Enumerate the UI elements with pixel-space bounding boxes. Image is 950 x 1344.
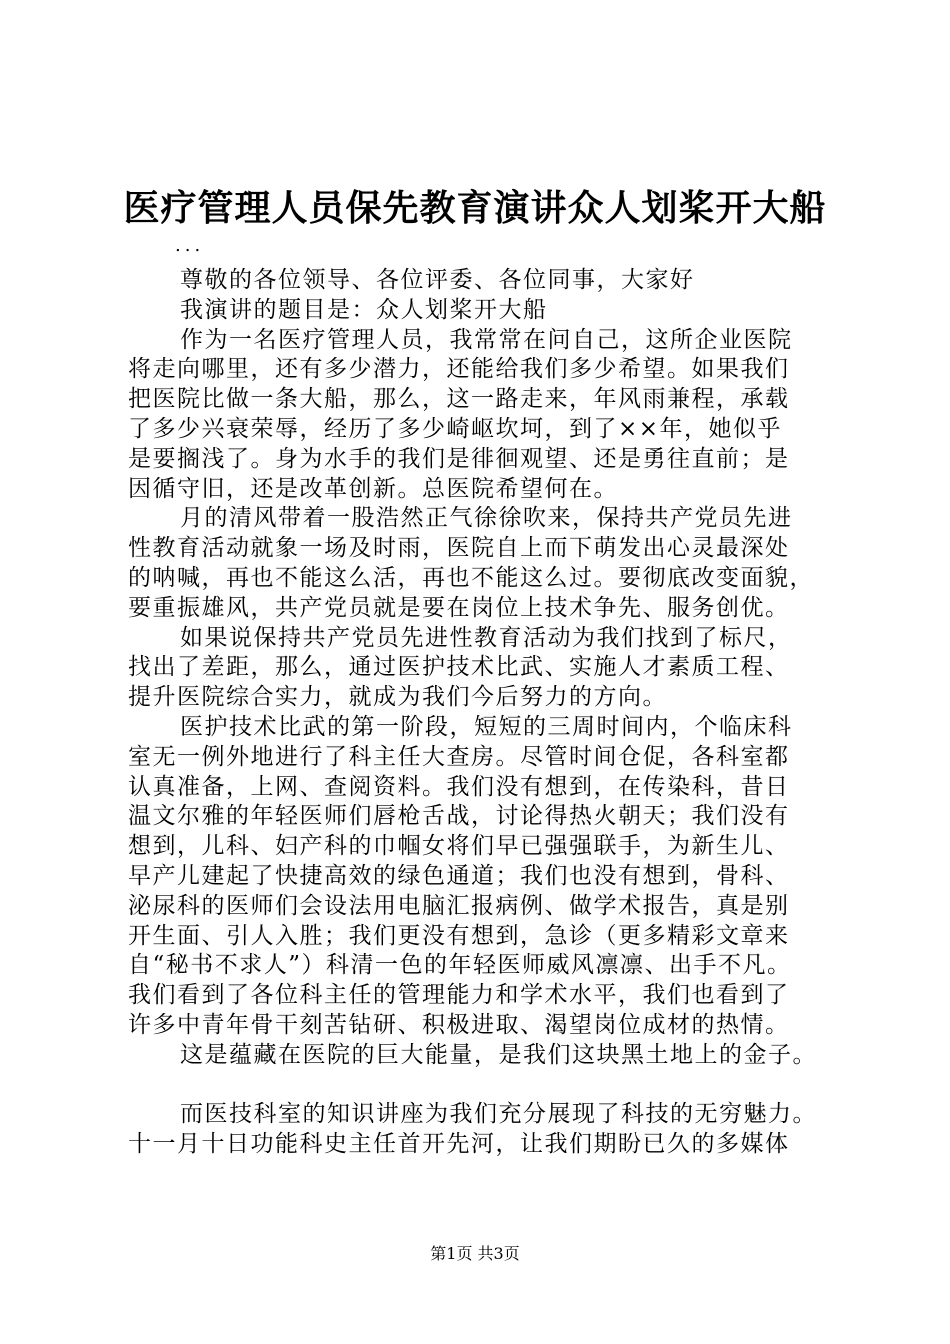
body-line: 把医院比做一条大船，那么，这一路走来，年风雨兼程，承载	[128, 386, 790, 413]
page-footer: 第1页 共3页	[430, 1244, 520, 1263]
body-line: 自“秘书不求人”）科清一色的年轻医师威风凛凛、出手不凡。	[128, 952, 792, 979]
paragraph-spacer	[128, 1071, 848, 1101]
title-ellipsis: ...	[175, 235, 205, 256]
body-line: 作为一名医疗管理人员，我常常在问自己，这所企业医院	[180, 326, 793, 353]
body-line: 室无一例外地进行了科主任大查房。尽管时间仓促，各科室都	[128, 743, 790, 770]
body-line: 而医技科室的知识讲座为我们充分展现了科技的无穷魅力。	[180, 1101, 817, 1128]
body-line: 认真准备，上网、查阅资料。我们没有想到，在传染科，昔日	[128, 773, 790, 800]
document-body	[128, 266, 848, 1160]
body-line: 了多少兴衰荣辱，经历了多少崎岖坎坷，到了××年，她似乎	[128, 415, 783, 442]
document-title: 医疗管理人员保先教育演讲众人划桨开大船	[123, 187, 827, 229]
body-line: 我们看到了各位科主任的管理能力和学术水平，我们也看到了	[128, 982, 790, 1009]
body-line: 将走向哪里，还有多少潜力，还能给我们多少希望。如果我们	[128, 356, 790, 383]
body-line: 是要搁浅了。身为水手的我们是徘徊观望、还是勇往直前；是	[128, 445, 790, 472]
body-line: 找出了差距，那么，通过医护技术比武、实施人才素质工程、	[128, 654, 790, 681]
body-line: 泌尿科的医师们会设法用电脑汇报病例、做学术报告，真是别	[128, 892, 790, 919]
body-line: 开生面、引人入胜；我们更没有想到，急诊（更多精彩文章来	[128, 922, 790, 949]
body-line: 想到，儿科、妇产科的巾帼女将们早已强强联手，为新生儿、	[128, 833, 790, 860]
body-line: 尊敬的各位领导、各位评委、各位同事，大家好	[180, 267, 695, 293]
body-line: 我演讲的题目是：众人划桨开大船	[180, 296, 548, 323]
body-line: 性教育活动就象一场及时雨，医院自上而下萌发出心灵最深处	[128, 535, 790, 562]
body-line: 月的清风带着一股浩然正气徐徐吹来，保持共产党员先进	[180, 505, 793, 532]
body-line: 许多中青年骨干刻苦钻研、积极进取、渴望岗位成材的热情。	[128, 1011, 790, 1038]
body-line: 提升医院综合实力，就成为我们今后努力的方向。	[128, 684, 667, 711]
body-line: 要重振雄风，共产党员就是要在岗位上技术争先、服务创优。	[128, 594, 790, 621]
body-line: 的呐喊，再也不能这么活，再也不能这么过。要彻底改变面貌，	[128, 564, 814, 591]
body-line: 医护技术比武的第一阶段，短短的三周时间内，个临床科	[180, 713, 793, 740]
body-line: 温文尔雅的年轻医师们唇枪舌战，讨论得热火朝天；我们没有	[128, 803, 790, 830]
body-line: 如果说保持共产党员先进性教育活动为我们找到了标尺，	[180, 624, 793, 651]
body-line: 因循守旧，还是改革创新。总医院希望何在。	[128, 475, 618, 502]
body-line: 早产儿建起了快捷高效的绿色通道；我们也没有想到，骨科、	[128, 862, 790, 889]
body-line: 十一月十日功能科史主任首开先河，让我们期盼已久的多媒体	[128, 1131, 790, 1158]
body-line: 这是蕴藏在医院的巨大能量，是我们这块黑土地上的金子。	[180, 1041, 817, 1068]
